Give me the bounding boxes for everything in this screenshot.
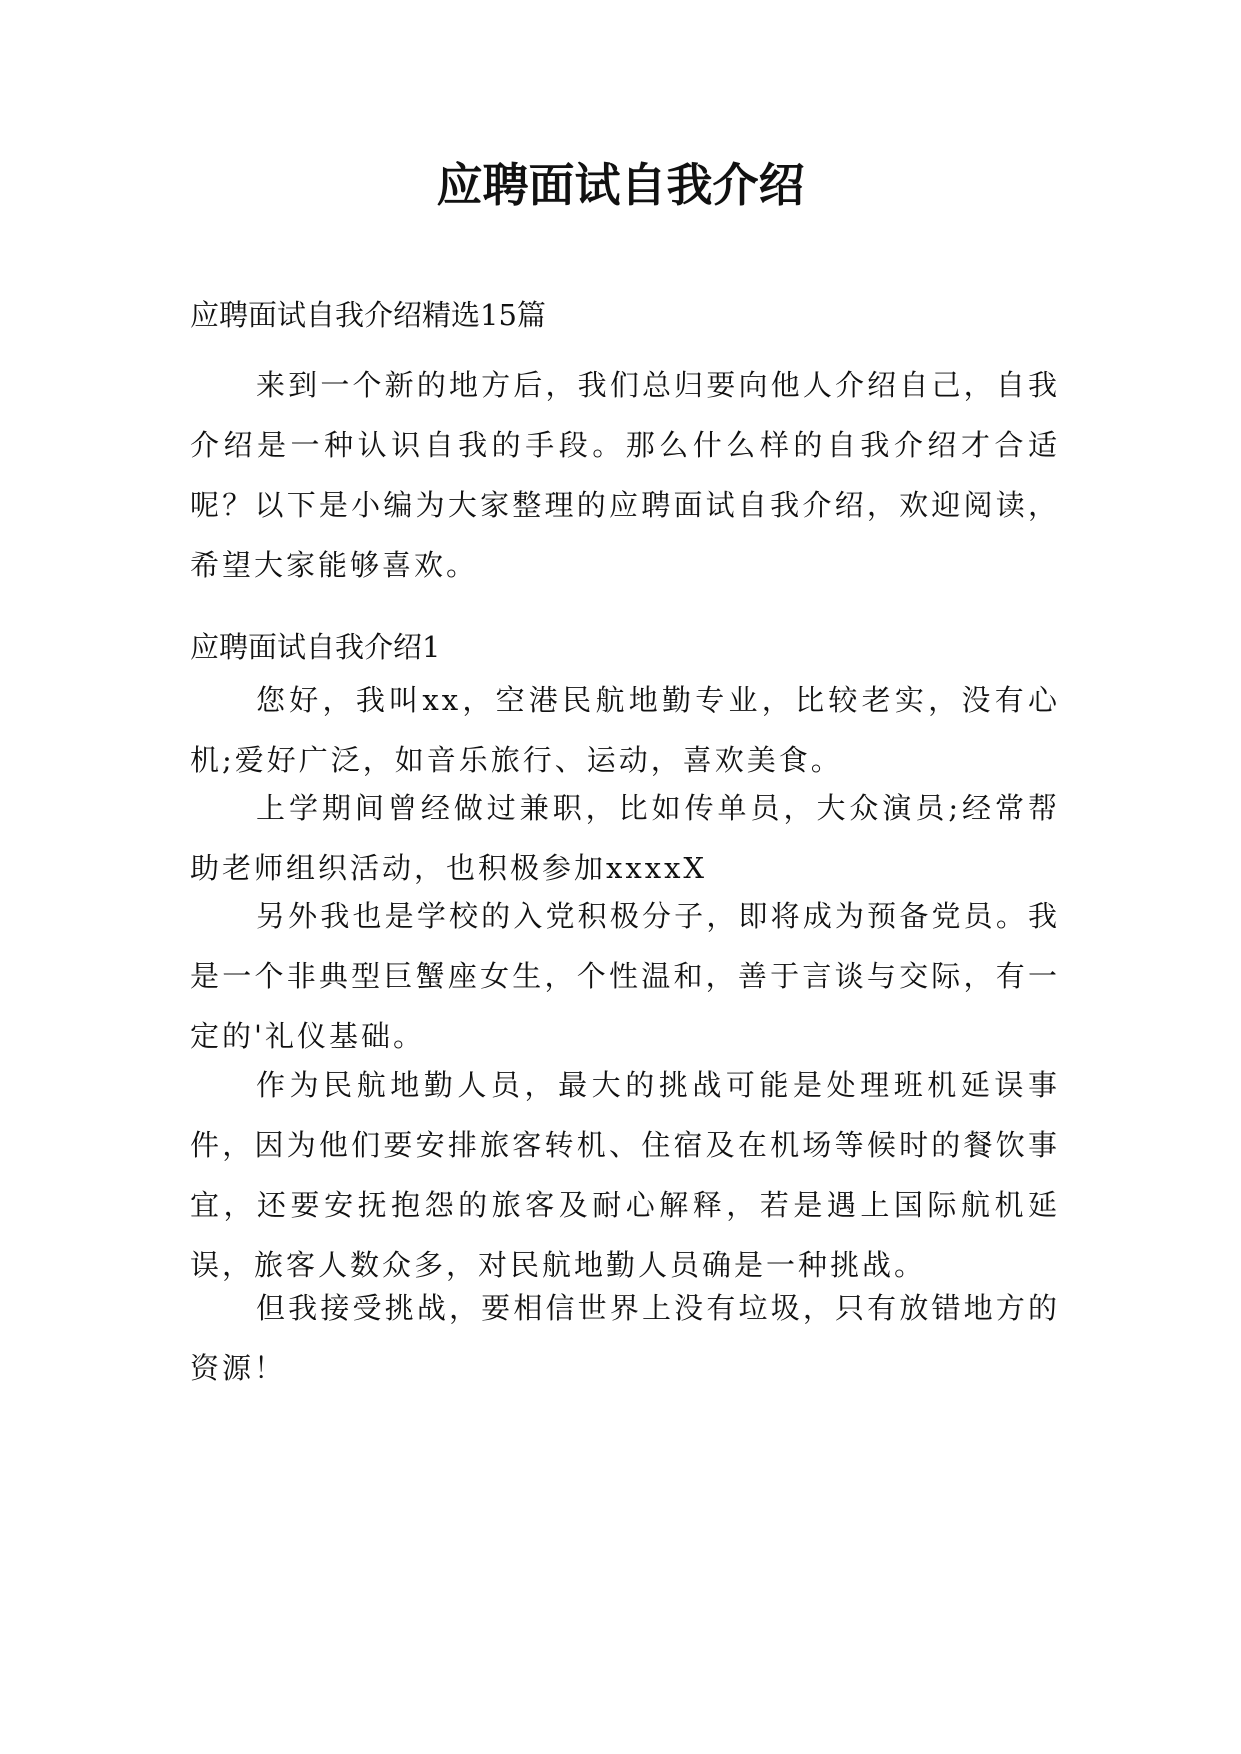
section-heading: 应聘面试自我介绍1 (190, 630, 441, 664)
body-paragraph: 另外我也是学校的入党积极分子，即将成为预备党员。我是一个非典型巨蟹座女生，个性温和，善于言谈与交际，有一定的'礼仪基础。 (190, 899, 1060, 1053)
body-paragraph: 您好，我叫xx，空港民航地勤专业，比较老实，没有心机;爱好广泛，如音乐旅行、运动，喜欢美食。 (190, 683, 1060, 777)
body-paragraph: 作为民航地勤人员，最大的挑战可能是处理班机延误事件，因为他们要安排旅客转机、住宿及在机场等候时的餐饮事宜，还要安抚抱怨的旅客及耐心解释，若是遇上国际航机延误，旅客人数众多，对民航地勤人员确是一种挑战。 (190, 1068, 1060, 1282)
body-paragraph: 上学期间曾经做过兼职，比如传单员，大众演员;经常帮助老师组织活动，也积极参加xxxxX (190, 791, 1060, 885)
page-title: 应聘面试自我介绍 (436, 158, 805, 212)
body-paragraph: 但我接受挑战，要相信世界上没有垃圾，只有放错地方的资源！ (190, 1291, 1060, 1385)
document-subtitle: 应聘面试自我介绍精选15篇 (190, 298, 546, 332)
intro-paragraph: 来到一个新的地方后，我们总归要向他人介绍自己，自我介绍是一种认识自我的手段。那么什么样的自我介绍才合适呢？以下是小编为大家整理的应聘面试自我介绍，欢迎阅读，希望大家能够喜欢。 (190, 368, 1060, 582)
